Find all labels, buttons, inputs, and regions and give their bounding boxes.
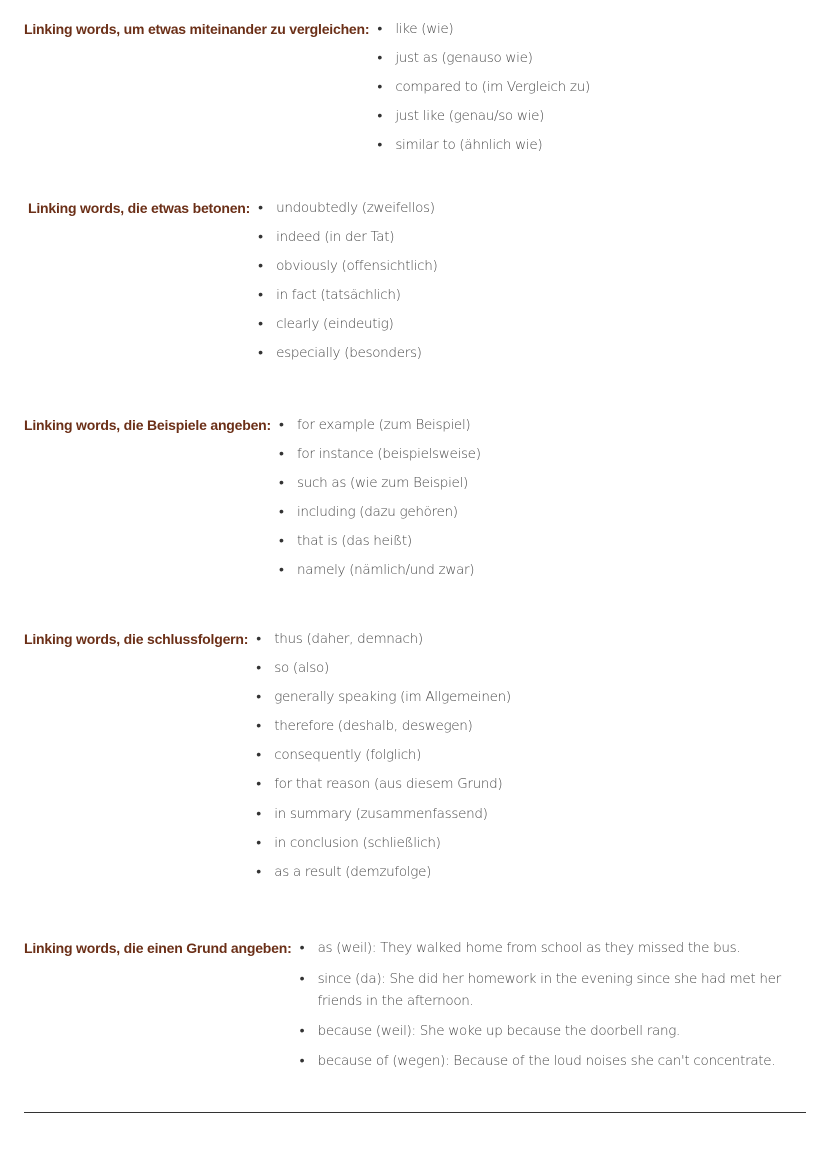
list-item-text: because (weil): She woke up because the doorbell rang.	[317, 1023, 680, 1039]
list-item	[279, 560, 481, 580]
bullet-icon: •	[258, 200, 263, 216]
section-heading: Linking words, um etwas miteinander zu vergleichen:	[24, 21, 370, 37]
list-item	[256, 774, 511, 794]
list-item-text: therefore (deshalb, deswegen)	[274, 718, 473, 735]
list-item-text: especially (besonders)	[276, 345, 422, 362]
list-item-text: consequently (folglich)	[274, 747, 422, 764]
list-item-text: undoubtedly (zweifellos)	[276, 200, 435, 216]
bullet-icon: •	[256, 689, 261, 706]
list-item-text: so (also)	[274, 660, 329, 677]
bullet-icon: •	[278, 475, 284, 492]
list-item	[256, 658, 511, 678]
item-list	[377, 19, 590, 164]
list-item-text: for example (zum Beispiel)	[296, 417, 471, 433]
section-heading: Linking words, die schlussfolgern:	[24, 631, 249, 647]
bullet-icon: •	[256, 776, 261, 793]
bottom-divider	[24, 1112, 806, 1113]
list-item	[256, 629, 511, 649]
bullet-icon: •	[377, 108, 382, 125]
list-item	[279, 531, 481, 551]
list-item	[258, 314, 437, 334]
list-item	[279, 444, 481, 464]
item-list	[258, 198, 437, 373]
bullet-icon: •	[278, 562, 284, 579]
section-emphasize	[28, 198, 437, 373]
bullet-icon: •	[256, 863, 261, 880]
list-item-text: as (weil): They walked home from school as they missed the bus.	[317, 940, 741, 956]
bullet-icon: •	[258, 229, 263, 246]
list-item	[377, 135, 590, 155]
item-list	[279, 415, 481, 590]
list-item	[300, 968, 828, 1012]
list-item-text: just like (genau/so wie)	[395, 108, 545, 125]
bullet-icon: •	[278, 446, 284, 463]
list-item	[300, 1051, 828, 1071]
bullet-icon: •	[256, 660, 261, 677]
bullet-icon: •	[258, 287, 263, 304]
section-heading: Linking words, die einen Grund angeben:	[24, 940, 292, 956]
list-item-text: namely (nämlich/und zwar)	[296, 562, 475, 579]
list-item-text: for instance (beispielsweise)	[296, 446, 481, 463]
item-list	[256, 629, 511, 891]
section-reason	[24, 938, 828, 1080]
bullet-icon: •	[278, 533, 284, 550]
list-item	[256, 745, 511, 765]
list-item	[256, 862, 511, 882]
bullet-icon: •	[256, 805, 261, 822]
section-heading: Linking words, die etwas betonen:	[28, 200, 251, 216]
list-item-text: clearly (eindeutig)	[276, 316, 394, 333]
section-compare	[24, 19, 590, 164]
list-item	[256, 716, 511, 736]
list-item	[279, 473, 481, 493]
bullet-icon: •	[377, 79, 382, 96]
list-item	[258, 285, 437, 305]
list-item-text: that is (das heißt)	[296, 533, 412, 550]
bullet-icon: •	[377, 137, 382, 154]
list-item-text: generally speaking (im Allgemeinen)	[274, 689, 511, 706]
list-item	[258, 343, 437, 363]
list-item-text: obviously (offensichtlich)	[276, 258, 438, 275]
list-item	[377, 19, 590, 39]
list-item	[258, 198, 437, 218]
list-item	[377, 106, 590, 126]
list-item-text: as a result (demzufolge)	[274, 863, 432, 880]
list-item	[258, 256, 437, 276]
list-item	[258, 227, 437, 247]
bullet-icon: •	[299, 970, 305, 987]
list-item-text: in conclusion (schließlich)	[274, 834, 441, 851]
list-item-text: like (wie)	[395, 21, 454, 37]
bullet-icon: •	[256, 834, 261, 851]
bullet-icon: •	[377, 21, 382, 37]
list-item-text: since (da): She did her homework in the evening since she had met her friends in the afternoon.	[317, 970, 781, 1009]
bullet-icon: •	[299, 940, 305, 956]
list-item-text: because of (wegen): Because of the loud noises she can't concentrate.	[317, 1052, 776, 1069]
list-item-text: for that reason (aus diesem Grund)	[274, 776, 503, 793]
bullet-icon: •	[256, 631, 261, 647]
bullet-icon: •	[258, 316, 263, 333]
list-item-text: compared to (im Vergleich zu)	[395, 79, 590, 96]
bullet-icon: •	[278, 417, 284, 433]
list-item-text: just as (genauso wie)	[395, 50, 533, 67]
list-item-text: in fact (tatsächlich)	[276, 287, 401, 304]
section-conclude	[24, 629, 511, 891]
bullet-icon: •	[299, 1023, 305, 1039]
list-item-text: in summary (zusammenfassend)	[274, 805, 488, 822]
bullet-icon: •	[377, 50, 382, 67]
bullet-icon: •	[256, 747, 261, 764]
item-list	[300, 938, 828, 1080]
list-item	[300, 1021, 828, 1041]
list-item	[377, 77, 590, 97]
bullet-icon: •	[299, 1052, 305, 1069]
section-examples	[24, 415, 481, 590]
bullet-icon: •	[256, 718, 261, 735]
list-item	[256, 833, 511, 853]
list-item-text: including (dazu gehören)	[296, 504, 458, 521]
list-item	[279, 415, 481, 435]
section-heading: Linking words, die Beispiele angeben:	[24, 417, 271, 433]
list-item	[300, 938, 828, 958]
bullet-icon: •	[258, 258, 263, 275]
list-item	[279, 502, 481, 522]
list-item-text: indeed (in der Tat)	[276, 229, 395, 246]
list-item	[256, 687, 511, 707]
list-item	[377, 48, 590, 68]
list-item-text: thus (daher, demnach)	[274, 631, 423, 647]
bullet-icon: •	[278, 504, 284, 521]
list-item-text: similar to (ähnlich wie)	[395, 137, 543, 154]
bullet-icon: •	[258, 345, 263, 362]
list-item-text: such as (wie zum Beispiel)	[296, 475, 468, 492]
list-item	[256, 804, 511, 824]
